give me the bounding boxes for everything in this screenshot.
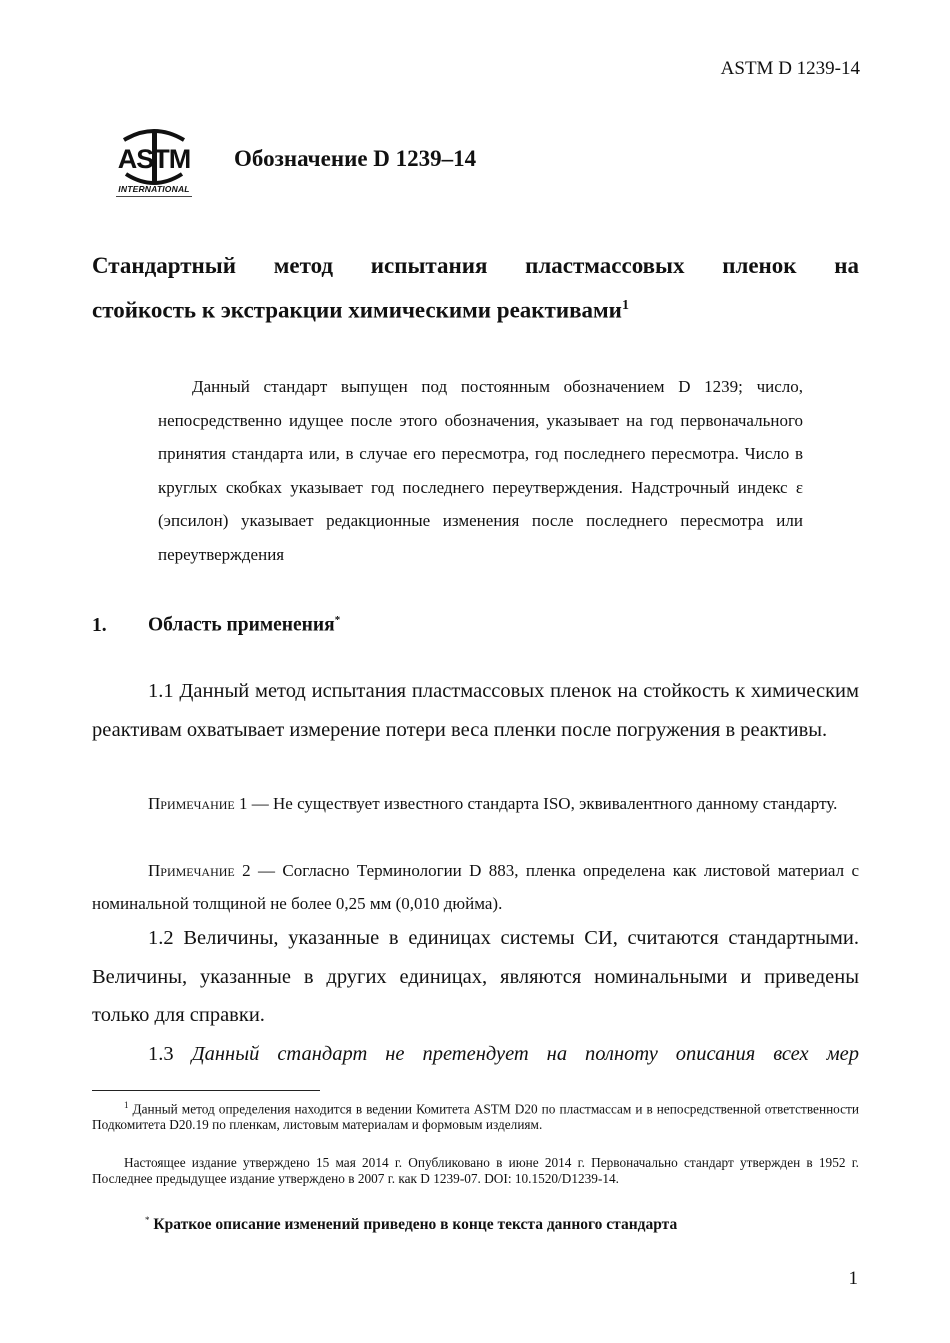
footnote-3-text: Краткое описание изменений приведено в конце текста данного стандарта bbox=[149, 1216, 678, 1234]
footnote-2 bbox=[92, 1155, 859, 1187]
designation: Обозначение D 1239–14 bbox=[234, 146, 477, 171]
footnote-2-text: Настоящее издание утверждено 15 мая 2014 г. Опубликовано в июне 2014 г. Первоначально стандарт утвержден в 1952 г. Последнее предыдущее издание утверждено в 2007 г. как D 1239-07. DOI: 10.1520/D1239-14. bbox=[92, 1155, 859, 1186]
paragraph-1-1 bbox=[92, 672, 859, 749]
footnote-1-mark: 1 bbox=[124, 1100, 129, 1110]
footnote-1 bbox=[92, 1097, 859, 1133]
paragraph-1-3 bbox=[92, 1035, 859, 1074]
logo-underline bbox=[116, 196, 192, 197]
document-title bbox=[92, 246, 859, 331]
note-2 bbox=[92, 854, 859, 920]
note-2-label: Примечание 2 bbox=[148, 861, 251, 880]
section-number: 1. bbox=[92, 614, 107, 636]
page-number: 1 bbox=[848, 1268, 858, 1289]
title-line-2 bbox=[92, 286, 859, 331]
note-1-label: Примечание 1 bbox=[148, 794, 248, 813]
note-2-text: — Согласно Терминологии D 883, пленка определена как листовой материал с номинальной толщиной не более 0,25 мм (0,010 дюйма). bbox=[92, 861, 859, 913]
paragraph-1-2-text: 1.2 Величины, указанные в единицах системы СИ, считаются стандартными. Величины, указанные в других единицах, являются номинальными и приведены только для справки. bbox=[92, 927, 859, 1026]
title-line-1: Стандартный метод испытания пластмассовых пленок на bbox=[92, 253, 859, 278]
footnote-3-mark: * bbox=[145, 1215, 150, 1225]
section-1-heading bbox=[92, 614, 340, 637]
footnote-3 bbox=[145, 1212, 859, 1233]
note-1 bbox=[92, 787, 859, 820]
section-title: Область применения bbox=[148, 614, 335, 636]
logo-wordmark: ASTM bbox=[117, 144, 191, 174]
footnote-separator bbox=[92, 1090, 320, 1091]
paragraph-1-3-text: Данный стандарт не претендует на полноту описания всех мер bbox=[191, 1043, 860, 1065]
section-change-mark[interactable]: * bbox=[334, 614, 341, 626]
title-line-2-text: стойкость к экстракции химическими реактивами bbox=[92, 297, 622, 323]
paragraph-1-2 bbox=[92, 919, 859, 1035]
paragraph-1-3-number: 1.3 bbox=[148, 1043, 192, 1065]
title-footnote-ref[interactable]: 1 bbox=[621, 298, 629, 313]
note-1-text: — Не существует известного стандарта ISO, эквивалентного данному стандарту. bbox=[247, 794, 838, 813]
standard-code: ASTM D 1239-14 bbox=[720, 58, 860, 79]
logo-subtitle: INTERNATIONAL bbox=[118, 184, 190, 194]
paragraph-1-1-text: 1.1 Данный метод испытания пластмассовых пленок на стойкость к химическим реактивам охватывает измерение потери веса пленки после погружения в реактивы. bbox=[92, 680, 859, 741]
footnote-1-text: Данный метод определения находится в ведении Комитета ASTM D20 по пластмассам и в непосредственной ответственности Подкомитета D20.19 по пленкам, листовым материалам и формовым изделиям. bbox=[92, 1101, 859, 1133]
designation-notice: Данный стандарт выпущен под постоянным обозначением D 1239; число, непосредственно идущее после этого обозначения, указывает на год первоначального принятия стандарта или, в случае его пересмотра, год последнего пересмотра. Число в круглых скобках указывает год последнего переутверждения. Надстрочный индекс ε (эпсилон) указывает редакционные изменения после последнего пересмотра или переутверждения bbox=[158, 377, 803, 564]
